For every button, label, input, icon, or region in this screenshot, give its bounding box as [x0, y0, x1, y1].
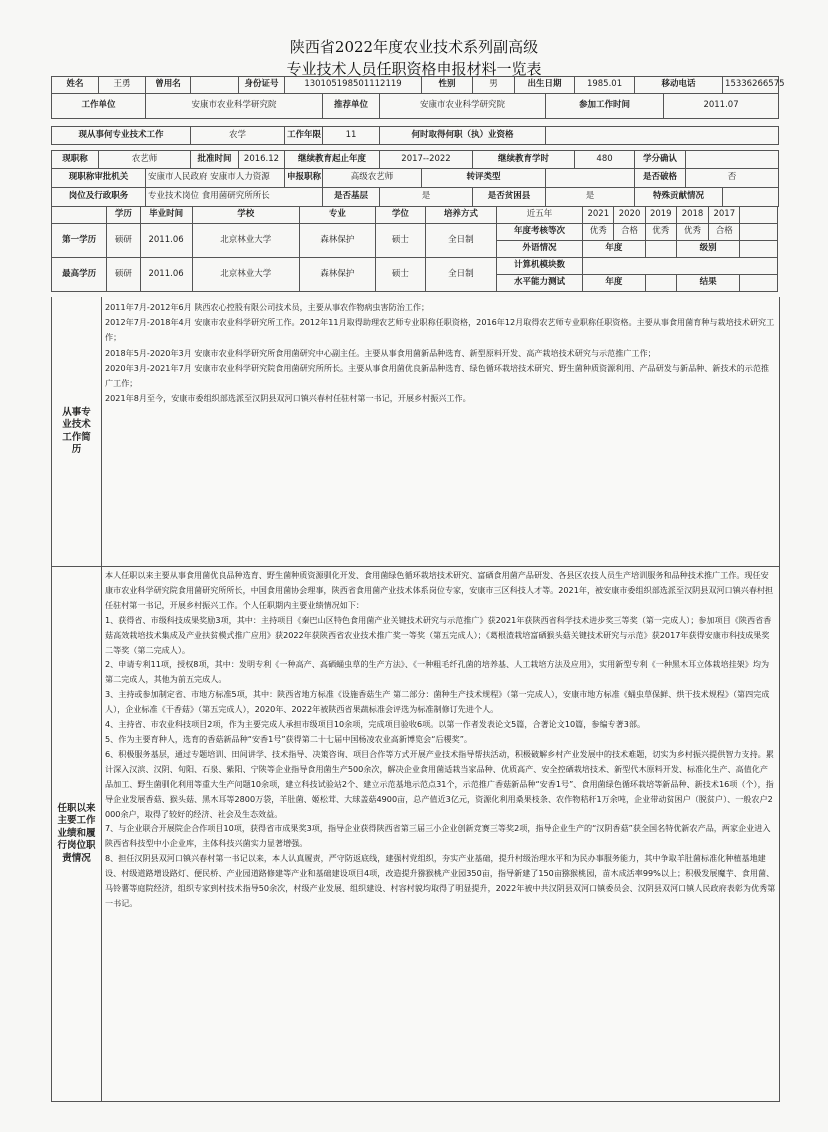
achievement-paragraph: 5、作为主要育种人，选育的香菇新品种“安香1号”获得第二十七届中国杨凌农业高新博览会“后稷奖”。: [105, 733, 473, 744]
work-years-value: 11: [323, 127, 380, 145]
join-work-value: 2011.07: [664, 94, 779, 119]
achievement-paragraph: 6、积极服务基层，通过专题培训、田间讲学、技术指导、决策咨询、项目合作等方式开展产业技术指导帮扶活动，积极破解乡村产业发展中的技术难题，切实为乡村振兴提供智力支持。累计深入汉滨、汉阴、旬阳、石泉、紫阳、宁陕等企业指导食用菌生产500余次，解决企业食用菌适栽当家品种、优质高产、安全控硒栽培技术、新型代木原料开发、标准化生产、高值化产品加工、野生菌驯化利用等重大生产问题10余项，建立科技试验站2个、建立示范基地示范点31个，示范推广香菇新品种“安香1号”、食用菌绿色循环栽培等新品种、新技术16项（个），指导企业发展香菇、猴头菇、黑木耳等2800万袋，羊肚菌、姬松茸、大球盖菇4900亩，总产值近3亿元，资源化利用桑果枝条、农作物秸秆1万余吨，企业带动贫困户（脱贫户）、一般农户2000余户，取得了较好的经济、社会及生态效益。: [105, 748, 774, 819]
resume-label: 从事专业技术工作简历: [52, 297, 102, 566]
approval-time-value: 2016.12: [239, 151, 285, 169]
credit-confirm-value: [686, 151, 779, 169]
highest-school-value: 北京林业大学: [192, 258, 299, 292]
achievements-section: [51, 566, 780, 1102]
foreign-lang-level-label: 级别: [676, 241, 740, 258]
assessment-grade-3: 优秀: [645, 224, 676, 241]
first-deg-value: 硕士: [375, 224, 425, 258]
computer-module-label: 计算机模块数: [496, 258, 582, 275]
current-field-label: 现从事何专业技术工作: [52, 127, 191, 145]
first-degree-value: 硕研: [107, 224, 140, 258]
qualification-label: 何时取得何职（执）业资格: [380, 127, 546, 145]
gender-label: 性别: [422, 77, 473, 94]
achievement-paragraph: 2、申请专利11项，授权8项，其中：发明专利《一种高产、高硒蛹虫草的生产方法》、《一种粗毛纤孔菌的培养基、人工栽培方法及应用》，实用新型专利《一种黑木耳立体栽培挂架》均为第二完成人，其他为前五完成人。: [105, 659, 770, 685]
ability-test-result-label: 结果: [676, 275, 740, 292]
cont-edu-period-label: 继续教育起止年度: [285, 151, 380, 169]
highest-gradtime-value: 2011.06: [140, 258, 192, 292]
recommend-unit-label: 推荐单位: [323, 94, 380, 119]
poverty-county-label: 是否贫困县: [473, 188, 546, 207]
poverty-county-value: 是: [546, 188, 635, 207]
achievement-paragraph: 4、主持省、市农业科技项目2项，作为主要完成人承担市级项目10余项，完成项目验收6项。以第一作者发表论文5篇，合著论文10篇，参编专著3部。: [105, 719, 646, 730]
edu-mode-header: 培养方式: [425, 207, 496, 224]
achievements-label: 任职以来主要工作业绩和履行岗位职责情况: [52, 567, 102, 1101]
id-value: 130105198501112119: [285, 77, 422, 94]
cont-edu-period-value: 2017--2022: [380, 151, 473, 169]
current-title-value: 农艺师: [99, 151, 191, 169]
assessment-year-4: 2018: [676, 207, 708, 224]
proposed-title-label: 申报职称: [285, 169, 323, 188]
transfer-type-label: 转评类型: [422, 169, 546, 188]
resume-entry: 2018年5月-2020年3月 安康市农业科学研究所食用菌研究中心副主任。主要从事食用菌新品种选育、新型原料开发、高产栽培技术研究与示范推广工作；: [105, 347, 656, 358]
edu-gradtime-header: 毕业时间: [140, 207, 192, 224]
credit-confirm-label: 学分确认: [635, 151, 686, 169]
approval-authority-label: 现职称审批机关: [52, 169, 146, 188]
edu-degree-header: 学历: [107, 207, 140, 224]
id-label: 身份证号: [239, 77, 285, 94]
birth-value: 1985.01: [575, 77, 635, 94]
first-degree-label: 第一学历: [52, 224, 107, 258]
first-mode-value: 全日制: [425, 224, 496, 258]
recommend-unit-value: 安康市农业科学研究院: [380, 94, 546, 119]
join-work-label: 参加工作时间: [546, 94, 664, 119]
gender-value: 男: [473, 77, 515, 94]
assessment-year-3: 2019: [645, 207, 676, 224]
achievement-paragraph: 1、获得省、市级科技成果奖励3项，其中：主持项目《秦巴山区特色食用菌产业关键技术研究与示范推广》获2021年获陕西省科学技术进步奖三等奖（第一完成人）；参加项目《陕西省香菇高效栽培技术集成及产业扶贫模式推广应用》获2022年获陕西省农业技术推广奖一等奖（第五完成人）；《葛根渣栽培富硒猴头菇关键技术研究与示范》获2017年获得安康市科技成果奖二等奖（第二完成人）。: [105, 614, 772, 655]
assessment-grade-1: 优秀: [583, 224, 614, 241]
name-label: 姓名: [52, 77, 99, 94]
assessment-year-5: 2017: [709, 207, 740, 224]
work-unit-value: 安康市农业科学研究院: [146, 94, 323, 119]
exceptional-label: 是否破格: [635, 169, 686, 188]
resume-section: [51, 297, 780, 567]
achievement-paragraph: 3、主持或参加制定省、市地方标准5项，其中：陕西省地方标准《设施香菇生产 第二部分：菌种生产技术规程》（第一完成人），安康市地方标准《蛹虫草保鲜、烘干技术规程》（第四完成人），企业标准《干香菇》（第五完成人），2020年、2022年被陕西省果蔬标准会评选为标准制修订先进个人。: [105, 689, 770, 715]
edu-deg-header: 学位: [375, 207, 425, 224]
assessment-year-1: 2021: [583, 207, 614, 224]
cont-edu-hours-label: 继续教育学时: [473, 151, 575, 169]
achievements-text: [105, 568, 776, 911]
achievement-paragraph: 7、与企业联合开展院企合作项目10项，获得省市成果奖3项，指导企业获得陕西省第三届三小企业创新竞赛三等奖2项，指导企业生产的“汉阴香菇”获全国名特优新农产品，两家企业进入陕西省科技型中小企业库，主体科技兴菌实力显著增强。: [105, 823, 771, 849]
ability-test-year-label: 年度: [583, 275, 645, 292]
assessment-grade-2: 合格: [614, 224, 645, 241]
approval-authority-value: 安康市人民政府 安康市人力资源: [146, 169, 285, 188]
work-unit-label: 工作单位: [52, 94, 146, 119]
assessment-grade-5: 合格: [709, 224, 740, 241]
resume-entry: 2021年8月至今，安康市委组织部选派至汉阴县双河口镇兴春村任驻村第一书记，开展乡村振兴工作。: [105, 393, 471, 404]
ability-test-label: 水平能力测试: [496, 275, 582, 292]
first-school-value: 北京林业大学: [192, 224, 299, 258]
resume-entry: 2020年3月-2021年7月 安康市农业科学研究院食用菌研究所所长。主要从事食用菌优良新品种选育、绿色循环栽培技术研究、野生菌种质资源利用、产品研发与新品种、新技术的示范推广工作；: [105, 362, 770, 389]
grassroots-label: 是否基层: [323, 188, 380, 207]
highest-deg-value: 硕士: [375, 258, 425, 292]
assessment-grade-4: 优秀: [676, 224, 708, 241]
transfer-type-value: [546, 169, 635, 188]
edu-major-header: 专业: [299, 207, 375, 224]
highest-mode-value: 全日制: [425, 258, 496, 292]
cont-edu-hours-value: 480: [575, 151, 635, 169]
work-years-label: 工作年限: [285, 127, 323, 145]
special-contribution-value: [723, 188, 779, 207]
former-name-value: [191, 77, 239, 94]
position-duty-label: 岗位及行政职务: [52, 188, 146, 207]
education-table: [51, 206, 778, 292]
approval-time-label: 批准时间: [191, 151, 239, 169]
form-title-line2: 专业技术人员任职资格申报材料一览表: [286, 60, 542, 78]
edu-school-header: 学校: [192, 207, 299, 224]
form-title-line1: 陕西省2022年度农业技术系列副高级: [289, 38, 539, 56]
resume-entry: 2011年7月-2012年6月 陕西农心控股有限公司技术员，主要从事农作物病虫害防治工作；: [105, 302, 430, 312]
highest-degree-value: 硕研: [107, 258, 140, 292]
former-name-label: 曾用名: [146, 77, 191, 94]
first-major-value: 森林保护: [299, 224, 375, 258]
assessment-year-2: 2020: [614, 207, 645, 224]
exceptional-value: 否: [686, 169, 779, 188]
name-value: 王勇: [99, 77, 146, 94]
foreign-lang-year-label: 年度: [583, 241, 645, 258]
birth-label: 出生日期: [515, 77, 575, 94]
mobile-value: 15336266575: [723, 77, 779, 94]
highest-major-value: 森林保护: [299, 258, 375, 292]
resume-entry: 2012年7月-2018年4月 安康市农业科学研究所工作。2012年11月取得助理农艺师专业职称任职资格，2016年12月取得农艺师专业职称任职资格。主要从事食用菌育种与栽培技术研究工作；: [105, 317, 775, 343]
highest-degree-label: 最高学历: [52, 258, 107, 292]
current-title-label: 现职称: [52, 151, 99, 169]
position-duty-value: 专业技术岗位 食用菌研究所所长: [146, 188, 323, 207]
achievement-paragraph: 本人任职以来主要从事食用菌优良品种选育、野生菌种质资源驯化开发、食用菌绿色循环栽培技术研究、富硒食用菌产品研发、各县区农技人员生产培训服务和品种技术推广工作。现任安康市农业科学研究院食用菌研究所所长，中国食用菌协会理事，陕西省食用菌产业技术体系岗位专家，安康市三区科技人才等。2021年，被安康市委组织部选派至汉阴县双河口镇兴春村担任驻村第一书记，开展乡村振兴工作。个人任职期内主要业绩情况如下：: [105, 570, 774, 610]
achievement-paragraph: 8、担任汉阴县双河口镇兴春村第一书记以来，本人认真履责，严守防返底线，建强村党组织，夯实产业基础，提升村级治理水平和为民办事服务能力，其中争取羊肚菌标准化种植基地建设、村级道路增设路灯、便民桥、产业园道路修建等产业和基础建设项目4项，改造提升猕猴桃产业园350亩，指导新建了150亩猕猴桃园，苗木成活率99%以上；积极发展魔芋、食用菌、马铃薯等庭院经济，组织专家到村技术指导50余次，村级产业发展、组织建设、村容村貌均取得了明显提升，2022年被中共汉阴县双河口镇委员会、汉阴县双河口镇人民政府表彰为优秀第一书记。: [105, 853, 776, 908]
first-gradtime-value: 2011.06: [140, 224, 192, 258]
header-table: [51, 76, 785, 207]
resume-text: [105, 300, 776, 406]
annual-assessment-label: 年度考核等次: [496, 224, 582, 241]
current-field-value: 农学: [191, 127, 285, 145]
special-contribution-label: 特殊贡献情况: [635, 188, 723, 207]
recent-five-years-label: 近五年: [496, 207, 582, 224]
proposed-title-value: 高级农艺师: [323, 169, 422, 188]
qualification-value: [546, 127, 779, 145]
foreign-lang-label: 外语情况: [496, 241, 582, 258]
grassroots-value: 是: [380, 188, 473, 207]
mobile-label: 移动电话: [635, 77, 723, 94]
